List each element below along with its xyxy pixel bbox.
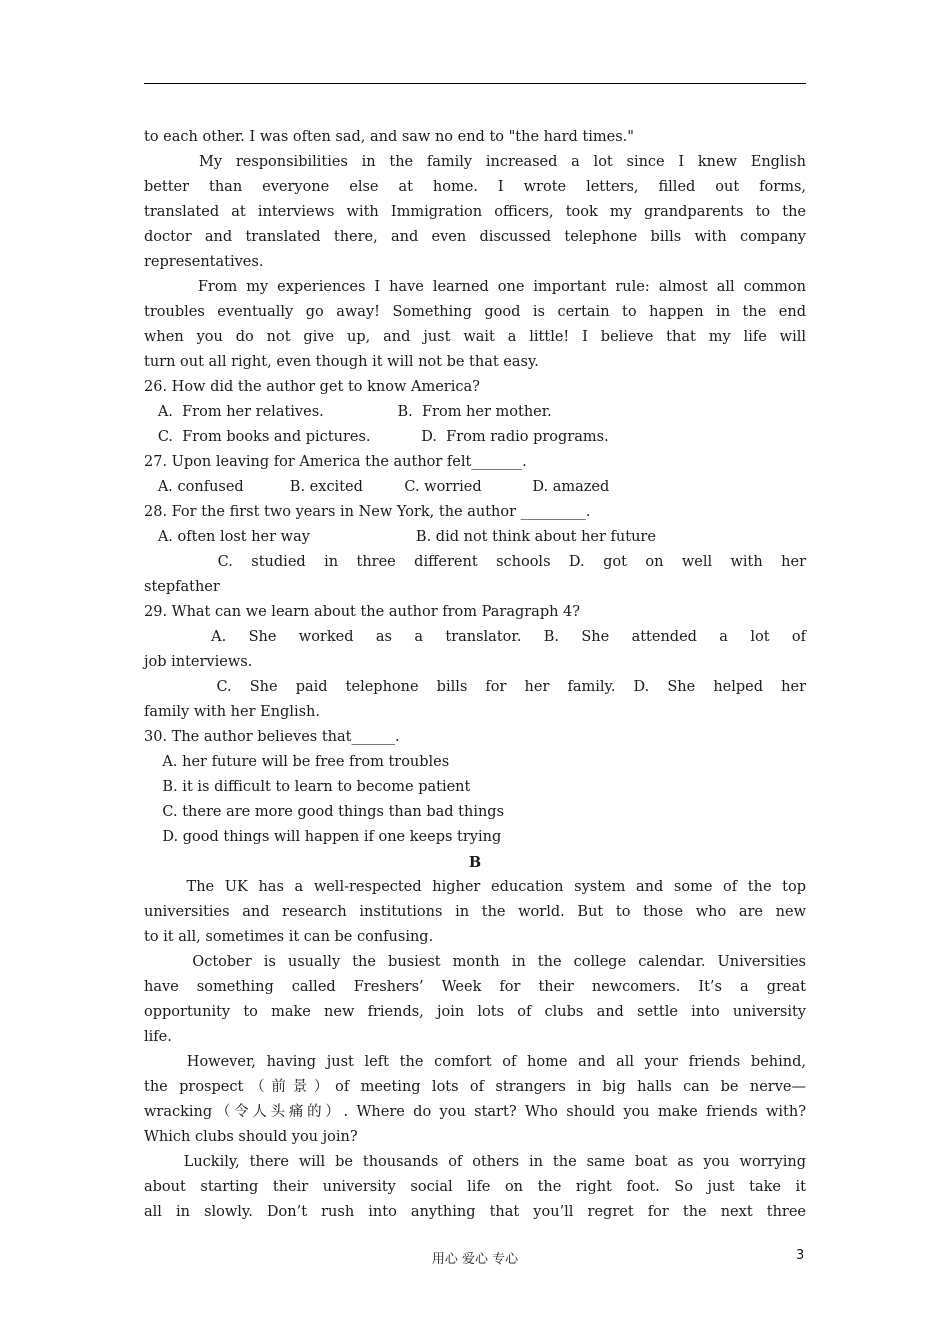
- text-line: turn out all right, even though it will not be that easy.: [144, 354, 539, 370]
- text-line: 27. Upon leaving for America the author felt_______.: [144, 454, 527, 470]
- section-heading: B: [468, 854, 482, 871]
- text-line: Which clubs should you join?: [144, 1129, 358, 1145]
- text-line: have something called Freshers’ Week for their newcomers. It’s a great: [144, 979, 806, 995]
- text-line: to each other. I was often sad, and saw no end to "the hard times.": [144, 129, 634, 145]
- page-number: 3: [796, 1248, 805, 1263]
- text-line: wracking（令人头痛的）. Where do you start? Who should you make friends with?: [144, 1104, 806, 1120]
- footer-text: 用心 爱心 专心: [431, 1252, 519, 1267]
- text-line: universities and research institutions in the world. But to those who are new: [144, 904, 806, 920]
- text-line: family with her English.: [144, 704, 320, 720]
- text-line: October is usually the busiest month in the college calendar. Universities: [144, 954, 806, 970]
- text-line: representatives.: [144, 254, 264, 270]
- header-rule: [144, 83, 806, 84]
- text-line: Luckily, there will be thousands of others in the same boat as you worrying: [144, 1154, 806, 1170]
- text-line: 30. The author believes that______.: [144, 729, 400, 745]
- text-line: doctor and translated there, and even discussed telephone bills with company: [144, 229, 806, 245]
- text-line: opportunity to make new friends, join lots of clubs and settle into university: [144, 1004, 806, 1020]
- text-line: life.: [144, 1029, 172, 1045]
- text-line: A. often lost her way B. did not think about her future: [144, 529, 656, 545]
- text-line: about starting their university social life on the right foot. So just take it: [144, 1179, 806, 1195]
- text-line: From my experiences I have learned one important rule: almost all common: [144, 279, 806, 295]
- text-line: all in slowly. Don’t rush into anything that you’ll regret for the next three: [144, 1204, 806, 1220]
- text-line: 26. How did the author get to know America?: [144, 379, 480, 395]
- text-line: B. it is difficult to learn to become patient: [144, 779, 471, 795]
- text-line: translated at interviews with Immigration officers, took my grandparents to the: [144, 204, 806, 220]
- text-line: A. confused B. excited C. worried D. amazed: [144, 479, 610, 495]
- text-line: A. her future will be free from troubles: [144, 754, 450, 770]
- text-line: A. She worked as a translator. B. She attended a lot of: [144, 629, 806, 645]
- text-line: when you do not give up, and just wait a little! I believe that my life will: [144, 329, 806, 345]
- text-line: better than everyone else at home. I wrote letters, filled out forms,: [144, 179, 806, 195]
- text-line: job interviews.: [144, 654, 253, 670]
- text-line: The UK has a well-respected higher education system and some of the top: [144, 879, 806, 895]
- text-line: stepfather: [144, 579, 220, 595]
- text-line: C. From books and pictures. D. From radio programs.: [144, 429, 609, 445]
- text-line: C. studied in three different schools D. got on well with her: [144, 554, 806, 570]
- text-line: C. She paid telephone bills for her family. D. She helped her: [144, 679, 806, 695]
- text-line: to it all, sometimes it can be confusing.: [144, 929, 434, 945]
- text-line: the prospect（前景）of meeting lots of strangers in big halls can be nerve—: [144, 1079, 806, 1095]
- text-line: C. there are more good things than bad things: [144, 804, 505, 820]
- text-line: A. From her relatives. B. From her mother.: [144, 404, 552, 420]
- text-line: However, having just left the comfort of home and all your friends behind,: [144, 1054, 806, 1070]
- text-line: D. good things will happen if one keeps trying: [144, 829, 502, 845]
- text-line: My responsibilities in the family increased a lot since I knew English: [144, 154, 806, 170]
- document-body: [144, 125, 806, 1225]
- text-line: 28. For the first two years in New York, the author _________.: [144, 504, 591, 520]
- text-line: 29. What can we learn about the author from Paragraph 4?: [144, 604, 581, 620]
- text-line: troubles eventually go away! Something good is certain to happen in the end: [144, 304, 806, 320]
